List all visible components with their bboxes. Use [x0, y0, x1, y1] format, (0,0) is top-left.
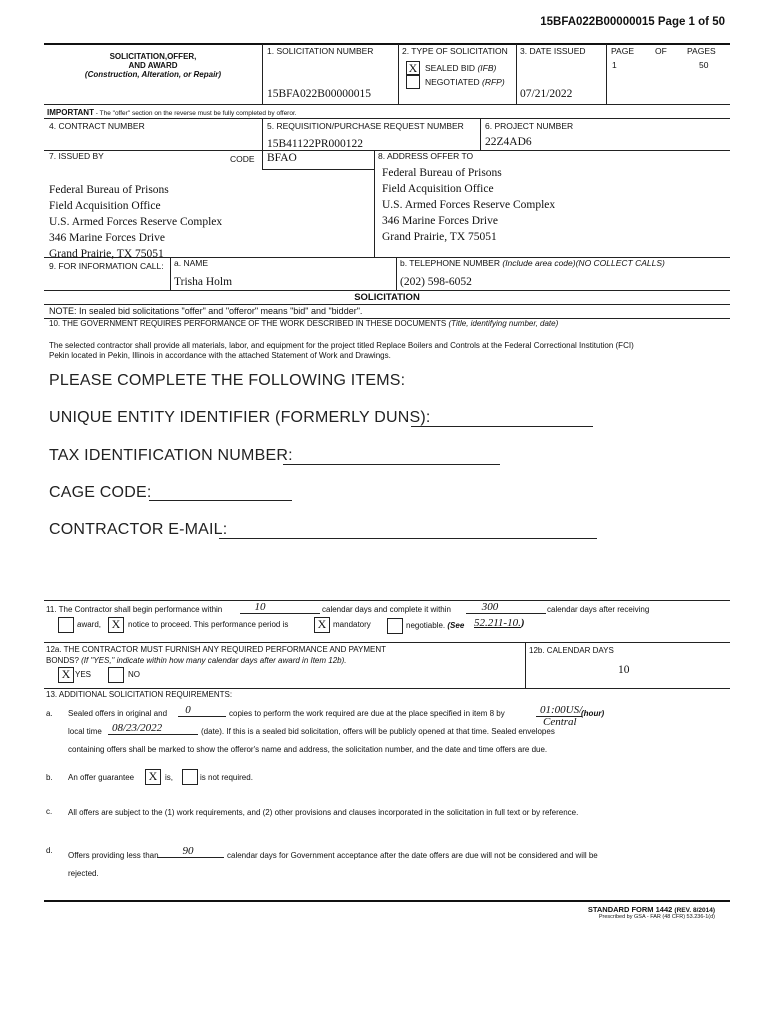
item13b-text1: An offer guarantee — [68, 773, 135, 782]
ntp-checkbox[interactable]: X — [108, 617, 124, 633]
tin-field[interactable] — [283, 464, 500, 465]
item13a-text1: Sealed offers in original and — [68, 709, 168, 718]
award-checkbox[interactable] — [58, 617, 74, 633]
item12a-line2: BONDS? (If "YES," indicate within how many calendar days after award in Item 12b). — [46, 656, 347, 665]
code-label: CODE — [230, 154, 255, 164]
item13d-letter: d. — [46, 846, 53, 855]
item13d-text3: rejected. — [68, 869, 99, 878]
item11-days1: 10 — [254, 601, 266, 613]
page-label: Page 1 of 50 — [657, 16, 725, 28]
item11-text1: 11. The Contractor shall begin performance within — [46, 605, 223, 614]
item11-text2: calendar days and complete it within — [322, 605, 451, 614]
uei-label: UNIQUE ENTITY IDENTIFIER (FORMERLY DUNS): — [49, 409, 431, 426]
bonds-no-checkbox[interactable] — [108, 667, 124, 683]
uei-field[interactable] — [411, 426, 593, 427]
solicitation-note: NOTE: In sealed bid solicitations "offer" and "offeror" means "bid" and "bidder". — [49, 306, 363, 316]
negotiable-checkbox[interactable] — [387, 618, 403, 634]
item13a-text2: copies to perform the work required are due at the place specified in item 8 by — [229, 709, 505, 718]
solicitation-type-label: 2. TYPE OF SOLICITATION — [402, 46, 508, 56]
email-label: CONTRACTOR E-MAIL: — [49, 521, 228, 538]
solicitation-number-label: 1. SOLICITATION NUMBER — [267, 46, 374, 56]
item13d-text2: calendar days for Government acceptance after the date offers are due will not be considered and will be — [227, 851, 598, 860]
doc-id: 15BFA022B00000015 — [540, 16, 655, 28]
code-value: BFAO — [267, 152, 297, 164]
top-border — [44, 43, 730, 45]
guarantee-is-checkbox[interactable]: X — [145, 769, 161, 785]
item13a-text3: (date). If this is a sealed bid solicitation, offers will be publicly opened at that time. Sealed envelopes — [201, 727, 555, 736]
item13a-text4: containing offers shall be marked to show the offeror's name and address, the solicitation number, and the date and time offers are due. — [68, 745, 548, 754]
guarantee-isnot-label: is not required. — [200, 773, 253, 782]
item13a-tz: Central — [543, 716, 577, 728]
item13d-text1: Offers providing less than — [68, 851, 159, 860]
bonds-yes-label: YES — [75, 670, 92, 679]
name-value: Trisha Holm — [174, 276, 233, 288]
of-col-label: OF — [655, 46, 667, 56]
page-value: 1 — [612, 60, 617, 70]
item11-days2: 300 — [481, 601, 499, 613]
negotiable-label: negotiable. (See — [406, 621, 465, 630]
cage-label: CAGE CODE: — [49, 484, 152, 501]
pages-col-label: PAGES — [687, 46, 716, 56]
date-issued-label: 3. DATE ISSUED — [520, 46, 586, 56]
pages-value: 50 — [699, 60, 709, 70]
page-header — [540, 16, 725, 28]
contract-number-label: 4. CONTRACT NUMBER — [49, 121, 145, 131]
project-number-label: 6. PROJECT NUMBER — [485, 121, 574, 131]
bottom-border — [44, 900, 730, 902]
mandatory-label: mandatory — [333, 620, 371, 629]
tin-label: TAX IDENTIFICATION NUMBER: — [49, 447, 293, 464]
item13a-date: 08/23/2022 — [112, 722, 163, 734]
item13d-days: 90 — [182, 845, 194, 857]
guarantee-isnot-checkbox[interactable] — [182, 769, 198, 785]
item13a-local: local time — [68, 727, 102, 736]
form-title: SOLICITATION,OFFER, AND AWARD (Construction, Alteration, or Repair) — [84, 52, 222, 79]
item13a-copies: 0 — [185, 704, 191, 716]
date-issued-value: 07/21/2022 — [520, 88, 573, 100]
ntp-label: notice to proceed. This performance period is — [128, 620, 289, 629]
bonds-yes-checkbox[interactable]: X — [58, 667, 74, 683]
page-col-label: PAGE — [611, 46, 634, 56]
item11-text3: calendar days after receiving — [547, 605, 650, 614]
item12a-line1: 12a. THE CONTRACTOR MUST FURNISH ANY REQUIRED PERFORMANCE AND PAYMENT — [46, 645, 387, 654]
form-name: STANDARD FORM 1442 (REV. 8/2014) — [587, 905, 715, 914]
award-label: award, — [77, 620, 102, 629]
negotiated-label: NEGOTIATED (RFP) — [425, 77, 505, 87]
complete-heading: PLEASE COMPLETE THE FOLLOWING ITEMS: — [49, 372, 406, 389]
issued-by-label: 7. ISSUED BY — [49, 151, 104, 161]
important-note: IMPORTANT - The "offer" section on the reverse must be fully completed by offeror. — [47, 108, 297, 117]
item13c-text: All offers are subject to the (1) work requirements, and (2) other provisions and clauses incorporated in the solicitation in full text or by reference. — [68, 808, 579, 817]
address-offer-label: 8. ADDRESS OFFER TO — [378, 151, 474, 161]
cage-field[interactable] — [149, 500, 292, 501]
email-field[interactable] — [219, 538, 597, 539]
guarantee-is-label: is, — [165, 773, 173, 782]
item13c-letter: c. — [46, 807, 53, 816]
item13-heading: 13. ADDITIONAL SOLICITATION REQUIREMENTS: — [46, 690, 233, 699]
item10-label: 10. THE GOVERNMENT REQUIRES PERFORMANCE OF THE WORK DESCRIBED IN THESE DOCUMENTS (Title, identifying number, date) — [49, 319, 559, 328]
address-offer-value: Federal Bureau of Prisons Field Acquisition Office U.S. Armed Forces Reserve Complex 346 Marine Forces Drive Grand Prairie, TX 75051 — [382, 167, 556, 243]
project-number-value: 22Z4AD6 — [485, 136, 532, 148]
requisition-number-label: 5. REQUISITION/PURCHASE REQUEST NUMBER — [267, 121, 464, 131]
calendar-days-label: 12b. CALENDAR DAYS — [529, 646, 614, 655]
see-ref: 52.211-10.) — [474, 617, 525, 629]
item13a-hour: (hour) — [581, 709, 605, 718]
mandatory-checkbox[interactable]: X — [314, 617, 330, 633]
calendar-days-value: 10 — [618, 664, 630, 676]
requisition-number-value: 15B41122PR000122 — [267, 138, 364, 150]
work-description: The selected contractor shall provide all materials, labor, and equipment for the project titled Replace Boilers and Controls at the Federal Correctional Institution (FCI) Pekin located in Pekin, Illinois in accordance with the attached Statement of Work and Drawings. — [49, 341, 634, 361]
phone-value: (202) 598-6052 — [400, 276, 472, 288]
issued-by-address: Federal Bureau of Prisons Field Acquisition Office U.S. Armed Forces Reserve Complex 346 Marine Forces Drive Grand Prairie, TX 75051 — [49, 184, 223, 260]
sealed-bid-label: SEALED BID (IFB) — [425, 63, 497, 73]
bonds-no-label: NO — [128, 670, 140, 679]
sealed-bid-checkbox[interactable]: X — [406, 61, 420, 75]
prescribed-by: Prescribed by GSA - FAR (48 CFR) 53.236-1(d) — [598, 914, 715, 920]
solicitation-number-value: 15BFA022B00000015 — [267, 88, 371, 100]
negotiated-checkbox[interactable] — [406, 75, 420, 89]
item13a-letter: a. — [46, 709, 53, 718]
item13b-letter: b. — [46, 773, 53, 782]
info-call-label: 9. FOR INFORMATION CALL: — [49, 261, 164, 271]
phone-label: b. TELEPHONE NUMBER (Include area code)(NO COLLECT CALLS) — [400, 258, 665, 268]
name-label: a. NAME — [174, 258, 209, 268]
solicitation-heading: SOLICITATION — [354, 292, 420, 303]
item13a-time: 01:00US/ — [540, 704, 583, 716]
